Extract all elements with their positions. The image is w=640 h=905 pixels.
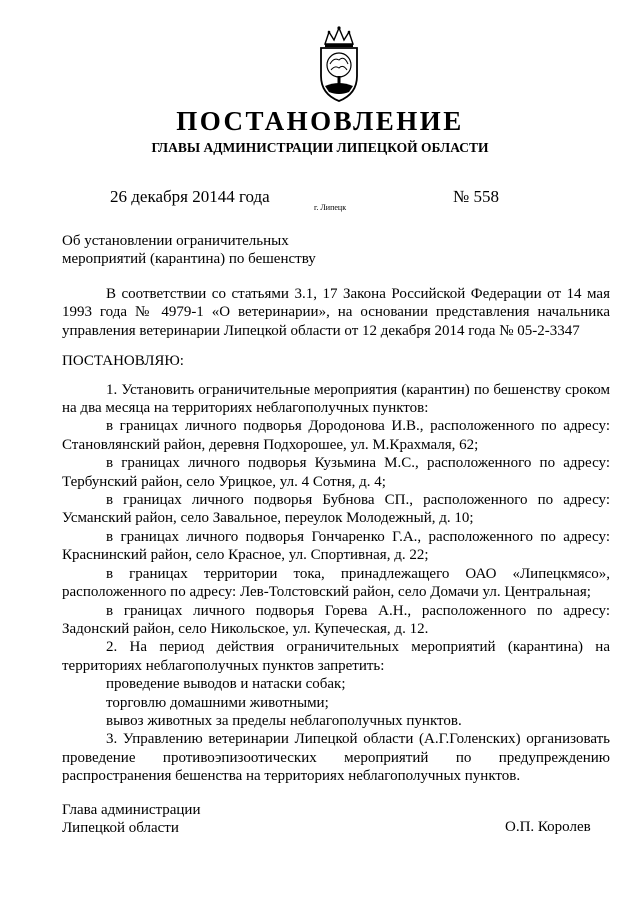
- document-title: ПОСТАНОВЛЕНИЕ: [176, 106, 464, 136]
- paragraph: в границах личного подворья Гончаренко Г.А., расположенного по адресу: Краснинский район, село Красное, ул. Спортивная, д. 22;: [62, 528, 610, 564]
- paragraph: вывоз животных за пределы неблагополучных пунктов.: [106, 712, 462, 729]
- subject-line: мероприятий (карантина) по бешенству: [62, 251, 316, 267]
- paragraph: в границах личного подворья Дородонова И.В., расположенного по адресу: Становлянский район, деревня Подхорошее, ул. М.Крахмаля, 62;: [62, 418, 610, 453]
- lipetsk-coat-of-arms-icon: [299, 24, 379, 104]
- document-city: г. Липецк: [314, 203, 347, 212]
- paragraph: 2. На период действия ограничительных мероприятий (карантина) на территориях неблагополучных пунктов запретить:: [62, 639, 610, 674]
- document-number: № 558: [453, 187, 499, 206]
- signatory-position-line: Глава администрации: [62, 802, 201, 818]
- paragraph: в границах личного подворья Горева А.Н., расположенного по адресу: Задонский район, село Никольское, ул. Купеческая, д. 12.: [62, 602, 610, 637]
- subject-line: Об установлении ограничительных: [62, 233, 289, 249]
- paragraph: проведение выводов и натаски собак;: [106, 676, 346, 693]
- coat-of-arms-emblem: [299, 24, 379, 104]
- paragraph: в границах личного подворья Кузьмина М.С., расположенного по адресу: Тербунский район, село Урицкое, ул. 4 Сотня, д. 4;: [62, 455, 610, 490]
- document-body: [62, 285, 610, 786]
- document-subject: [62, 232, 316, 268]
- paragraph: в границах территории тока, принадлежащего ОАО «Липецкмясо», расположенного по адресу: Лев-Толстовский район, село Домачи ул. Центральная;: [62, 565, 610, 601]
- paragraph: в границах личного подворья Бубнова СП., расположенного по адресу: Усманский район, село Завальное, переулок Молодежный, д. 10;: [62, 492, 610, 527]
- paragraph: 1. Установить ограничительные мероприятия (карантин) по бешенству сроком на два месяца на территориях неблагополучных пунктов:: [62, 381, 610, 417]
- paragraph: 3. Управлению ветеринарии Липецкой области (А.Г.Голенских) организовать проведение противоэпизоотических мероприятий по предупреждению распространения бешенства на территориях неблагополучных пунктов.: [62, 731, 610, 785]
- signatory-position: [62, 801, 200, 837]
- resolve-word: ПОСТАНОВЛЯЮ:: [62, 353, 184, 370]
- paragraph: торговлю домашними животными;: [106, 694, 329, 711]
- signatory-position-line: Липецкой области: [62, 820, 179, 836]
- issuing-authority: ГЛАВЫ АДМИНИСТРАЦИИ ЛИПЕЦКОЙ ОБЛАСТИ: [151, 140, 489, 155]
- document-date: 26 декабря 20144 года: [110, 187, 270, 206]
- signatory-name: О.П. Королев: [505, 819, 591, 835]
- preamble: В соответствии со статьями 3.1, 17 Закона Российской Федерации от 14 мая 1993 года № 4979-1 «О ветеринарии», на основании представления начальника управления ветеринарии Липецкой области от 12 декабря 2014 года № 05-2-3347: [62, 286, 610, 339]
